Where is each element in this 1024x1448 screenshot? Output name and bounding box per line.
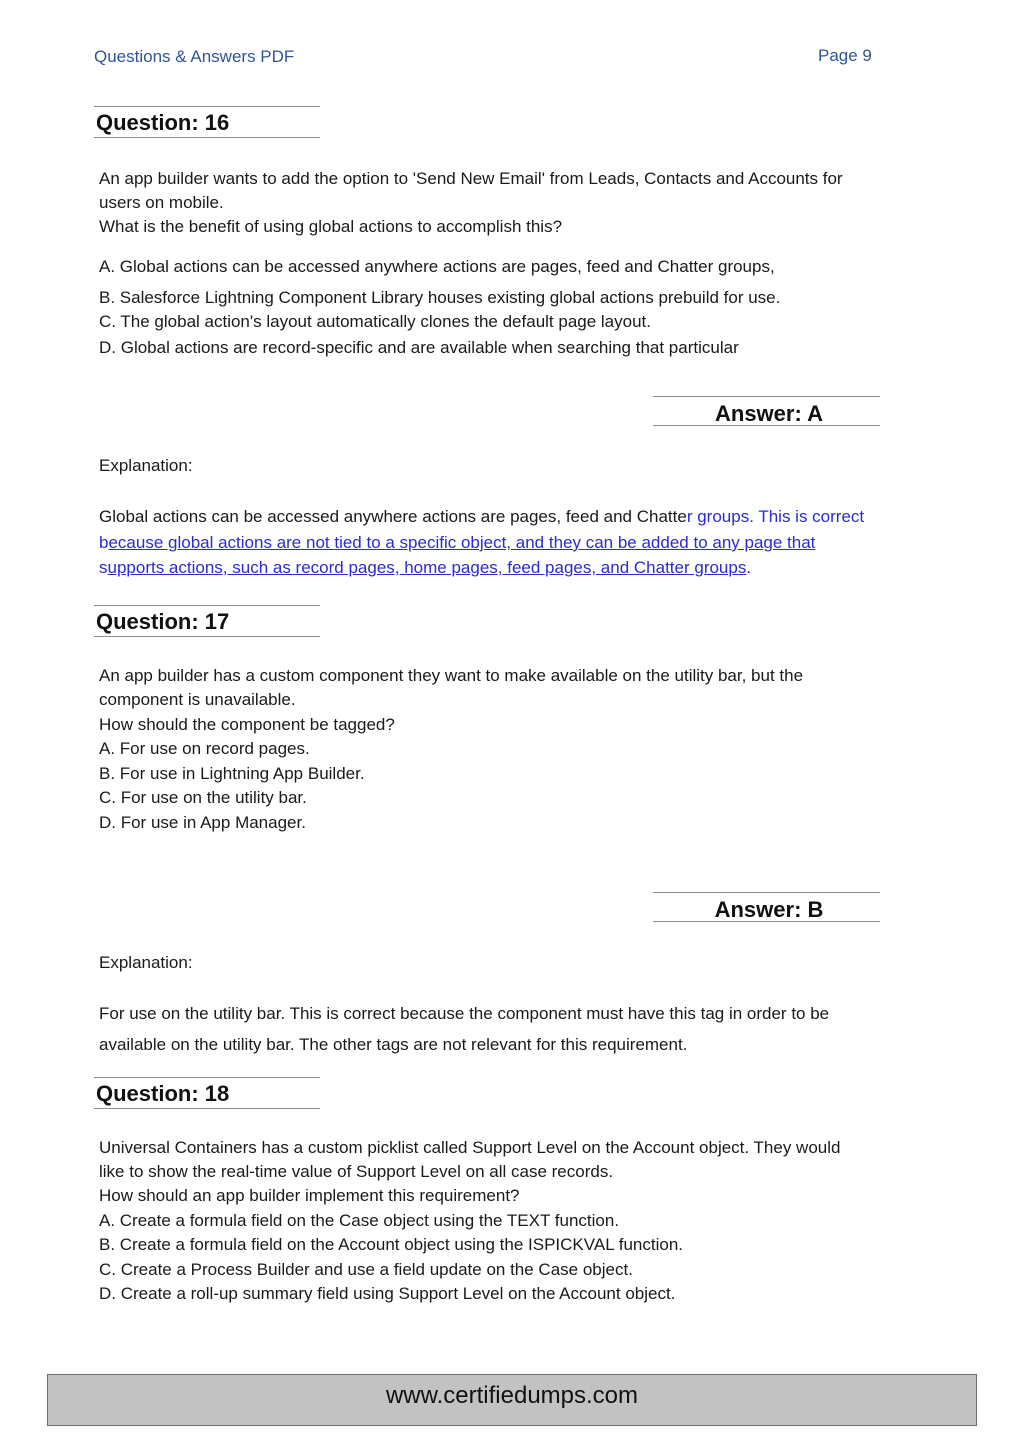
option-b: B. For use in Lightning App Builder. <box>99 764 365 783</box>
question-text: What is the benefit of using global actions to accomplish this? <box>99 217 563 236</box>
question-text: How should an app builder implement this requirement? <box>99 1186 520 1205</box>
question-text: component is unavailable. <box>99 690 296 709</box>
page-number: Page 9 <box>818 46 872 65</box>
document-title: Questions & Answers PDF <box>94 47 295 66</box>
option-d: D. For use in App Manager. <box>99 813 306 832</box>
answer-label: Answer: A <box>715 401 823 426</box>
explanation-label: Explanation: <box>99 953 193 972</box>
question-17-heading <box>94 605 320 637</box>
explanation-link[interactable]: ecause global actions are not tied to a specific object, and they can be added to any page that <box>108 533 816 552</box>
answer-box <box>653 396 880 426</box>
answer-box <box>653 892 880 922</box>
explanation-line: For use on the utility bar. This is correct because the component must have this tag in order to be <box>99 1004 830 1023</box>
question-text: How should the component be tagged? <box>99 715 395 734</box>
explanation-line: because global actions are not tied to a specific object, and they can be added to any page that <box>99 533 816 552</box>
footer-url[interactable]: www.certifiedumps.com <box>385 1382 639 1409</box>
option-a: A. Global actions can be accessed anywhere actions are pages, feed and Chatter groups, <box>99 257 775 276</box>
option-c: C. For use on the utility bar. <box>99 788 307 807</box>
option-b: B. Create a formula field on the Account object using the ISPICKVAL function. <box>99 1235 684 1254</box>
question-text: Universal Containers has a custom picklist called Support Level on the Account object. They would <box>99 1138 841 1157</box>
option-c: C. Create a Process Builder and use a field update on the Case object. <box>99 1260 633 1279</box>
explanation-link[interactable]: upports actions, such as record pages, home pages, feed pages, and Chatter groups <box>107 558 747 577</box>
explanation-link[interactable]: r groups. This is correct <box>686 507 865 526</box>
answer-label: Answer: B <box>714 897 824 922</box>
option-a: A. Create a formula field on the Case object using the TEXT function. <box>99 1211 620 1230</box>
option-d: D. Global actions are record-specific and are available when searching that particular <box>99 338 739 357</box>
question-text: like to show the real-time value of Support Level on all case records. <box>99 1162 614 1181</box>
footer-banner <box>47 1374 977 1426</box>
question-16-heading <box>94 106 320 138</box>
question-title: Question: 18 <box>96 1081 230 1106</box>
explanation-label: Explanation: <box>99 456 193 475</box>
question-text: An app builder wants to add the option to 'Send New Email' from Leads, Contacts and Accounts for <box>99 169 843 188</box>
question-title: Question: 17 <box>96 609 230 634</box>
question-18-heading <box>94 1077 320 1109</box>
question-text: An app builder has a custom component they want to make available on the utility bar, but the <box>99 666 804 685</box>
question-title: Question: 16 <box>96 110 230 135</box>
option-d: D. Create a roll-up summary field using Support Level on the Account object. <box>99 1284 676 1303</box>
question-text: users on mobile. <box>99 193 224 212</box>
explanation-line: supports actions, such as record pages, home pages, feed pages, and Chatter groups. <box>99 558 752 577</box>
option-c: C. The global action's layout automatically clones the default page layout. <box>99 312 651 331</box>
option-b: B. Salesforce Lightning Component Library houses existing global actions prebuild for use. <box>99 288 781 307</box>
explanation-line: Global actions can be accessed anywhere actions are pages, feed and Chatter groups. This is correct <box>99 507 865 526</box>
explanation-line: available on the utility bar. The other tags are not relevant for this requirement. <box>99 1035 688 1054</box>
option-a: A. For use on record pages. <box>99 739 310 758</box>
